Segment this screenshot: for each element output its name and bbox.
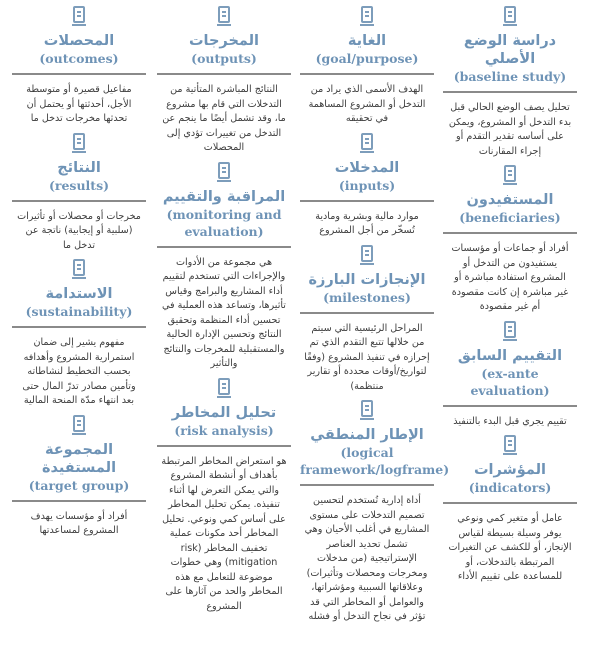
document-icon	[504, 321, 516, 338]
divider	[12, 73, 146, 75]
divider	[443, 502, 577, 504]
term-arabic: الإطار المنطقي	[310, 427, 424, 443]
document-icon	[73, 133, 85, 150]
term-arabic: دراسة الوضع الأصلي	[463, 33, 557, 67]
term-definition: مخرجات أو محصلات أو تأثيرات (سلبية أو إيجابية) ناتجة عن تدخل ما	[17, 210, 141, 251]
document-icon	[504, 165, 516, 182]
document-icon	[218, 6, 230, 23]
glossary-entry	[300, 400, 450, 625]
divider	[443, 91, 577, 93]
term-definition: المراحل الرئيسية التي سيتم من خلالها تتبع التقدم الذي تم إحرازه في تنفيذ المشروع (وفقًا لتواريخ/أوقات محددة أو تقارير منتظمة)	[304, 322, 430, 392]
divider	[300, 200, 434, 202]
document-icon	[504, 6, 516, 23]
divider	[443, 232, 577, 234]
column-1	[443, 6, 577, 585]
glossary-entry	[443, 6, 577, 159]
term-definition: أفراد أو جماعات أو مؤسسات يستفيدون من التدخل أو المشروع استفادة مباشرة أو غير مباشرة إن كانت مقصودة أم غير مقصودة	[451, 243, 569, 312]
term-definition: الهدف الأسمى الذي يراد من التدخل أو المشروع المساهمة في تحقيقه	[308, 84, 426, 124]
glossary-entry	[443, 165, 577, 315]
document-icon	[73, 415, 85, 432]
glossary-entry	[12, 259, 146, 409]
term-english: (baseline study)	[453, 69, 567, 84]
term-definition: النتائج المباشرة المتأتية من التدخلات التي قام بها مشروع ما، وقد تشمل أيضًا ما ينجم عن التدخل من تغييرات تؤدي إلى المحصلات	[162, 84, 286, 153]
divider	[157, 73, 291, 75]
document-icon	[218, 378, 230, 395]
term-english: (indicators)	[468, 480, 552, 495]
term-definition: أفراد أو مؤسسات يهدف المشروع لمساعدتها	[30, 510, 128, 536]
column-4	[12, 6, 146, 539]
term-definition: هو استعراض المخاطر المرتبطة بأهداف أو أنشطة المشروع والتي يمكن التعرض لها أثناء تنفيذه. يمكن تحليل المخاطر على أساس كمي ونوعي. تحليل المخاطر أحد مكونات عملية تخفيف المخاطر (risk mitigation) وهي خطوات موضوعة للتعامل مع هذه المخاطر والحد من آثارها على المشروع	[161, 455, 287, 612]
term-english: (outputs)	[191, 51, 257, 66]
document-icon	[361, 400, 373, 417]
term-arabic: المجموعة المستفيدة	[41, 441, 117, 476]
term-arabic: المستفيدون	[466, 192, 554, 208]
glossary-entry	[157, 6, 291, 156]
column-2	[300, 6, 450, 625]
glossary-entry	[12, 415, 146, 539]
divider	[157, 246, 291, 248]
document-icon	[73, 259, 85, 276]
divider	[12, 326, 146, 328]
term-definition: أداة إدارية تُستخدم لتحسين تصميم التدخلات على مستوى المشاريع في أغلب الأحيان وهي تشمل تحديد العناصر الإستراتيجية (من مدخلات ومخرجات ومحصلات وتأثيرات) وعلاقاتها السببية ومؤشراتها، والعوامل أو المخاطر التي قد تؤثر في نجاح التدخل أو فشله	[304, 495, 430, 622]
divider	[157, 445, 291, 447]
term-english: (sustainability)	[25, 304, 133, 319]
term-arabic: الإنجازات البارزة	[308, 271, 426, 288]
term-arabic: تحليل المخاطر	[171, 404, 277, 421]
document-icon	[218, 162, 230, 179]
term-definition: تقييم يجري قبل البدء بالتنفيذ	[453, 415, 567, 427]
term-arabic: الغاية	[347, 33, 387, 49]
divider	[300, 484, 434, 486]
term-english: (inputs)	[338, 177, 396, 193]
divider	[443, 405, 577, 407]
term-arabic: التقييم السابق	[457, 347, 563, 364]
glossary-entry	[443, 321, 577, 430]
term-english: (goal/purpose)	[315, 51, 419, 66]
glossary-entry	[300, 245, 434, 395]
divider	[12, 200, 146, 202]
term-arabic: الاستدامة	[45, 286, 113, 302]
term-english: (logical framework/logframe)	[300, 445, 450, 477]
glossary-entry	[443, 435, 577, 585]
glossary-entry	[300, 133, 434, 239]
document-icon	[361, 245, 373, 262]
term-english: (ex-ante evaluation)	[470, 365, 550, 398]
term-definition: مفاعيل قصيرة أو متوسطة الأجل، أحدثتها أو يحتمل أن تحدثها مخرجات تدخل ما	[26, 84, 132, 124]
term-arabic: المخرجات	[188, 33, 260, 49]
term-arabic: النتائج	[57, 159, 101, 176]
glossary-entry	[12, 6, 146, 127]
document-icon	[73, 6, 85, 23]
divider	[300, 312, 434, 314]
term-english: (risk analysis)	[174, 422, 274, 438]
document-icon	[361, 133, 373, 150]
term-english: (results)	[48, 177, 110, 193]
term-arabic: المدخلات	[334, 159, 400, 176]
term-english: (monitoring and evaluation)	[166, 206, 282, 239]
term-english: (target group)	[28, 477, 130, 493]
document-icon	[504, 435, 516, 452]
term-english: (beneficiaries)	[459, 210, 561, 225]
term-definition: مفهوم يشير إلى ضمان استمرارية المشروع وأهدافه بحسب التخطيط لنشاطاته وتأمين مصادر تدرّ المال حتى بعد انتهاء مدّة المنحة المالية	[22, 337, 136, 406]
divider	[300, 73, 434, 75]
term-definition: عامل أو متغير كمي ونوعي يوفر وسيلة بسيطة لقياس الإنجاز، أو للكشف عن التغيرات المرتبطة بالتدخلات، أو للمساعدة على تقييم الأداء	[448, 513, 572, 582]
glossary-entry	[157, 378, 291, 615]
document-icon	[361, 6, 373, 23]
column-3	[157, 6, 291, 614]
term-english: (outcomes)	[39, 51, 119, 66]
term-english: (milestones)	[323, 289, 411, 305]
term-arabic: المحصلات	[43, 33, 115, 49]
divider	[12, 500, 146, 502]
term-definition: موارد مالية وبشرية ومادية تُسخّر من أجل المشروع	[315, 210, 419, 236]
term-definition: تحليل يصف الوضع الحالي قبل بدء التدخل أو المشروع، ويمكن على أساسه تقدير التقدم أو إجراء المقارنات	[448, 102, 572, 157]
glossary-entry	[157, 162, 291, 372]
glossary-entry	[12, 133, 146, 254]
glossary-entry	[300, 6, 434, 127]
term-arabic: المراقبة والتقييم	[162, 188, 286, 205]
term-arabic: المؤشرات	[473, 462, 547, 478]
term-definition: هي مجموعة من الأدوات والإجراءات التي تستخدم لتقييم أداء المشاريع والبرامج وقياس تأثيرها، وتساعد هذه العملية في تحسين أداء المنظمة وتحقيق النتائج وتحسين الإدارة الحالية والمستقبلية للمخرجات والنتائج والتأثير	[162, 256, 286, 369]
